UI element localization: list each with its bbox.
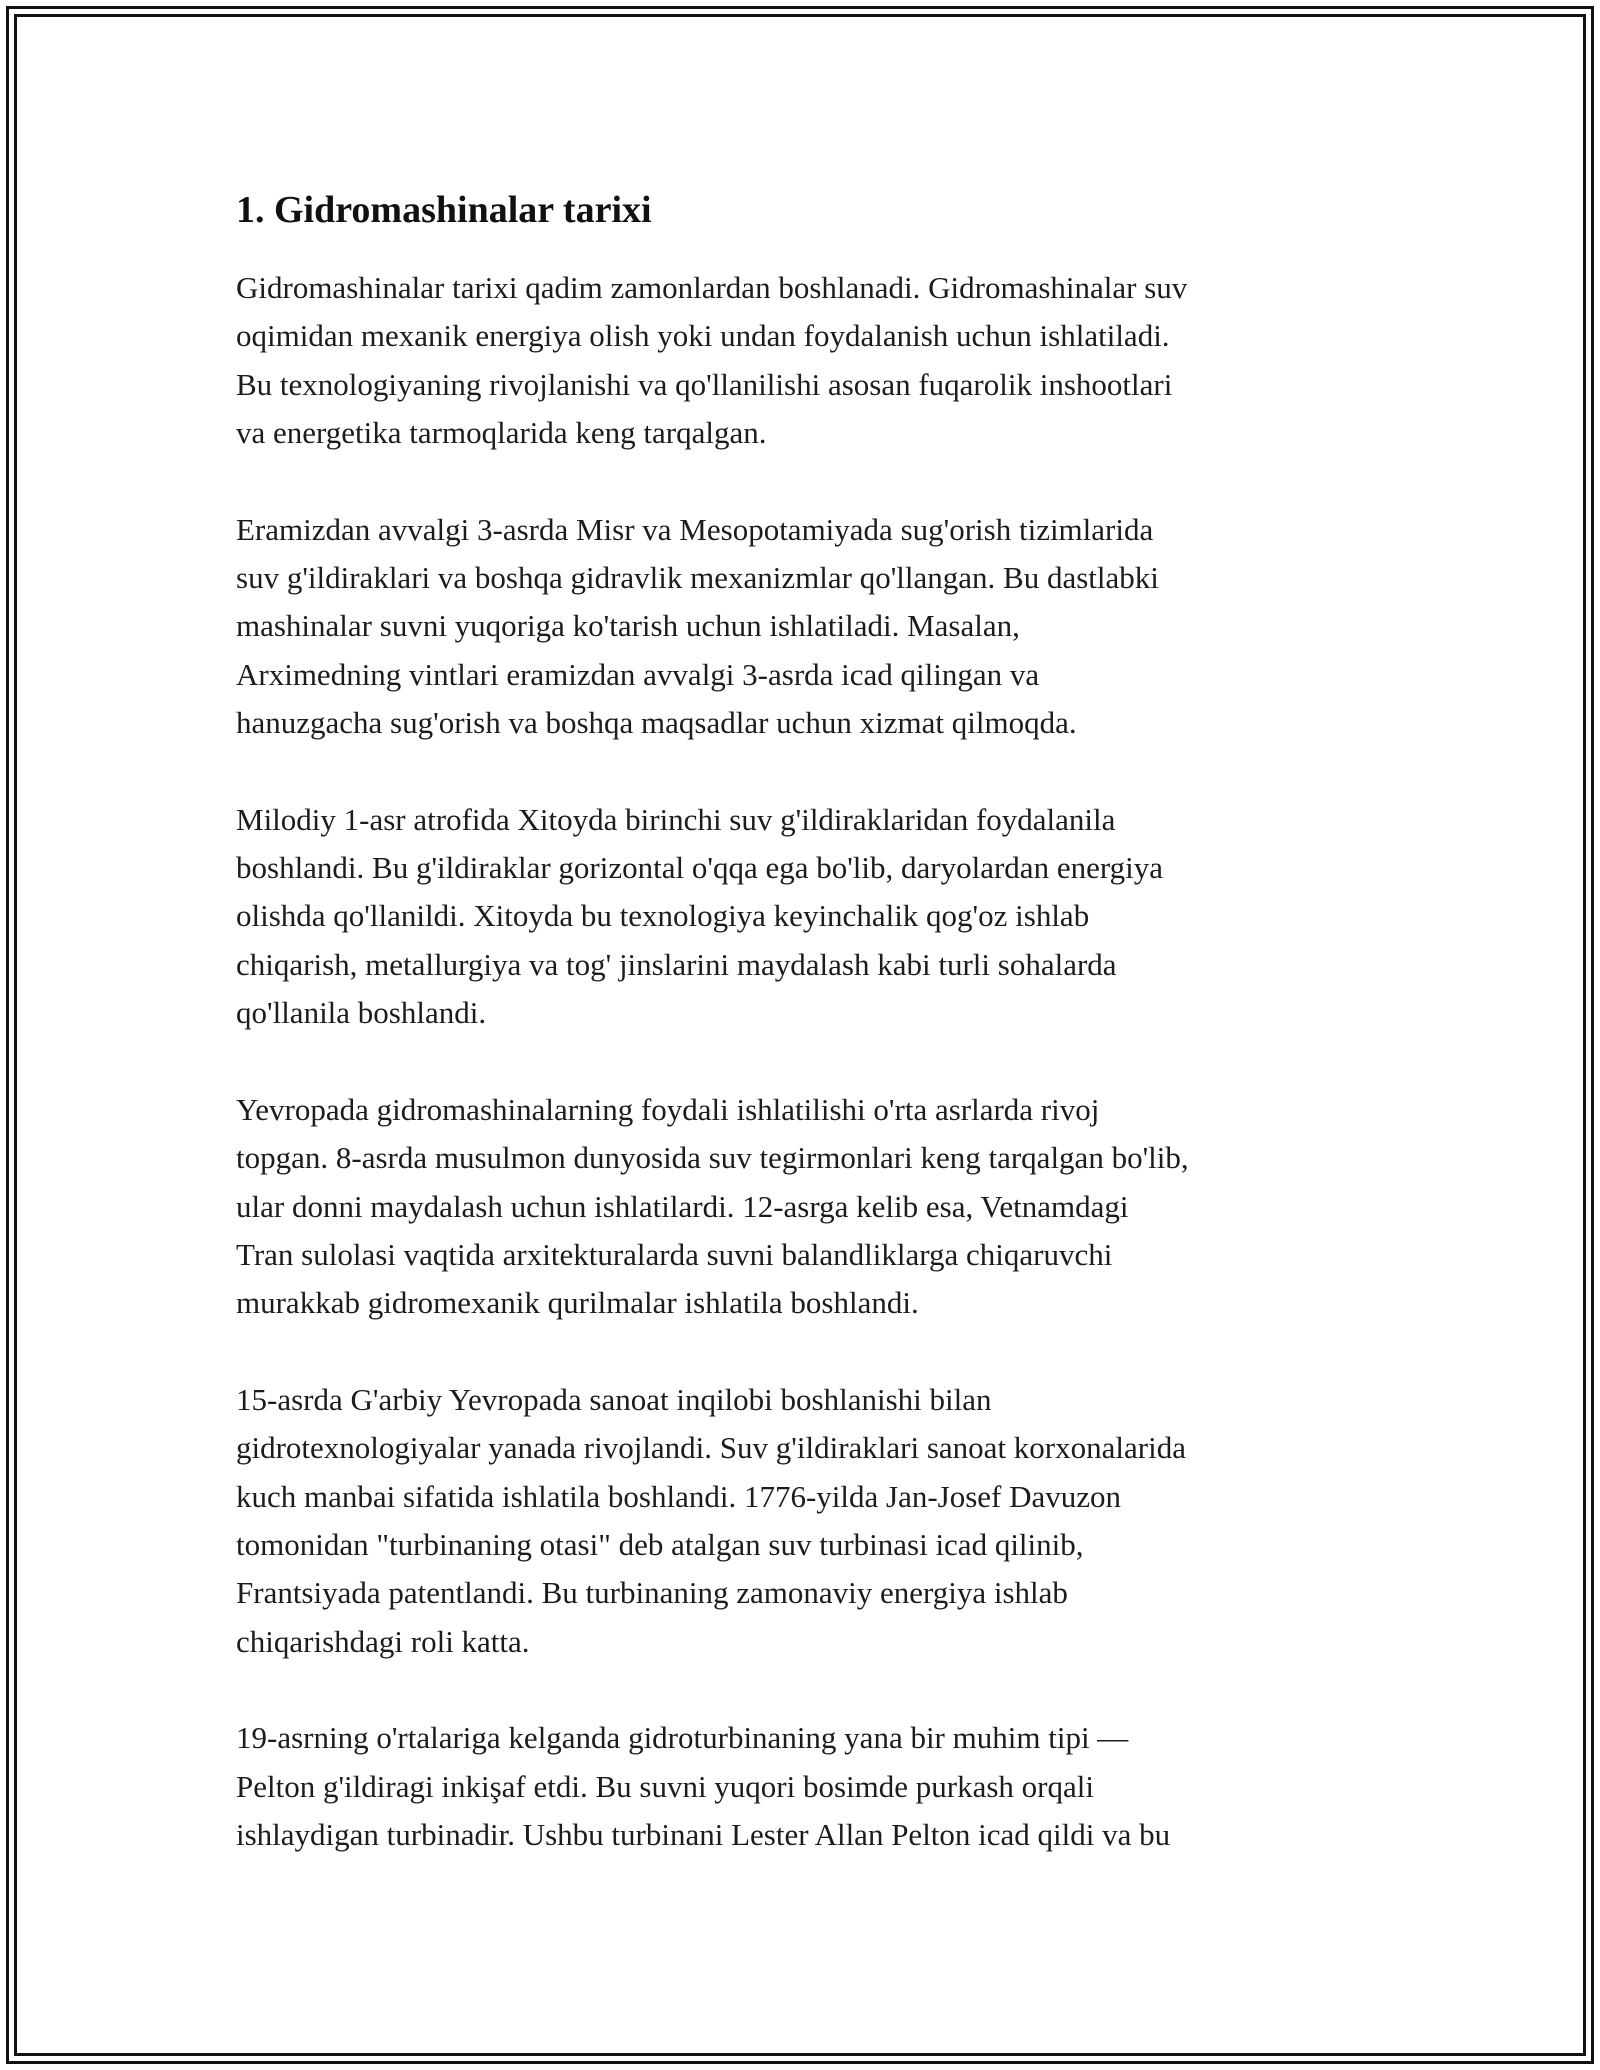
paragraph <box>236 264 1376 458</box>
document-body <box>236 186 1376 1907</box>
text-line: chiqarishdagi roli katta. <box>236 1623 530 1659</box>
text-line: chiqarish, metallurgiya va tog' jinslarini maydalash kabi turli sohalarda <box>236 946 1117 982</box>
text-line: Tran sulolasi vaqtida arxitekturalarda suvni balandliklarga chiqaruvchi <box>236 1236 1113 1272</box>
text-line: mashinalar suvni yuqoriga ko'tarish uchun ishlatiladi. Masalan, <box>236 608 1020 644</box>
text-line: kuch manbai sifatida ishlatila boshlandi. 1776-yilda Jan-Josef Davuzon <box>236 1478 1122 1514</box>
text-line: Bu texnologiyaning rivojlanishi va qo'llanilishi asosan fuqarolik inshootlari <box>236 366 1173 402</box>
text-line: ishlaydigan turbinadir. Ushbu turbinani Lester Allan Pelton icad qildi va bu <box>236 1816 1171 1852</box>
paragraph-list <box>236 264 1376 1859</box>
text-line: Milodiy 1-asr atrofida Xitoyda birinchi suv g'ildiraklaridan foydalanila <box>236 801 1116 837</box>
text-line: Arximedning vintlari eramizdan avvalgi 3-asrda icad qilingan va <box>236 656 1040 692</box>
text-line: Pelton g'ildiragi inkişaf etdi. Bu suvni yuqori bosimde purkash orqali <box>236 1768 1094 1804</box>
paragraph <box>236 506 1376 748</box>
text-line: Gidromashinalar tarixi qadim zamonlardan boshlanadi. Gidromashinalar suv <box>236 270 1188 305</box>
text-line: oqimidan mexanik energiya olish yoki undan foydalanish uchun ishlatiladi. <box>236 318 1170 354</box>
text-line: gidrotexnologiyalar yanada rivojlandi. Suv g'ildiraklari sanoat korxonalarida <box>236 1430 1186 1466</box>
paragraph <box>236 1086 1376 1328</box>
section-heading: 1. Gidromashinalar tarixi <box>236 189 652 231</box>
text-line: topgan. 8-asrda musulmon dunyosida suv tegirmonlari keng tarqalgan bo'lib, <box>236 1140 1189 1176</box>
text-line: 19-asrning o'rtalariga kelganda gidroturbinaning yana bir muhim tipi — <box>236 1720 1129 1756</box>
text-line: va energetika tarmoqlarida keng tarqalgan. <box>236 415 767 451</box>
text-line: 15-asrda G'arbiy Yevropada sanoat inqilobi boshlanishi bilan <box>236 1381 992 1417</box>
paragraph <box>236 796 1376 1038</box>
text-line: Eramizdan avvalgi 3-asrda Misr va Mesopotamiyada sug'orish tizimlarida <box>236 511 1154 547</box>
paragraph <box>236 1376 1376 1666</box>
text-line: boshlandi. Bu g'ildiraklar gorizontal o'qqa ega bo'lib, daryolardan energiya <box>236 850 1163 886</box>
text-line: Frantsiyada patentlandi. Bu turbinaning zamonaviy energiya ishlab <box>236 1575 1068 1611</box>
text-line: hanuzgacha sug'orish va boshqa maqsadlar uchun xizmat qilmoqda. <box>236 705 1077 741</box>
text-line: suv g'ildiraklari va boshqa gidravlik mexanizmlar qo'llangan. Bu dastlabki <box>236 560 1159 596</box>
paragraph <box>236 1714 1376 1859</box>
text-line: qo'llanila boshlandi. <box>236 995 487 1031</box>
text-line: Yevropada gidromashinalarning foydali ishlatilishi o'rta asrlarda rivoj <box>236 1091 1100 1127</box>
text-line: tomonidan "turbinaning otasi" deb atalgan suv turbinasi icad qilinib, <box>236 1526 1084 1562</box>
text-line: murakkab gidromexanik qurilmalar ishlatila boshlandi. <box>236 1285 919 1321</box>
text-line: olishda qo'llanildi. Xitoyda bu texnologiya keyinchalik qog'oz ishlab <box>236 898 1090 934</box>
text-line: ular donni maydalash uchun ishlatilardi. 12-asrga kelib esa, Vetnamdagi <box>236 1188 1129 1224</box>
